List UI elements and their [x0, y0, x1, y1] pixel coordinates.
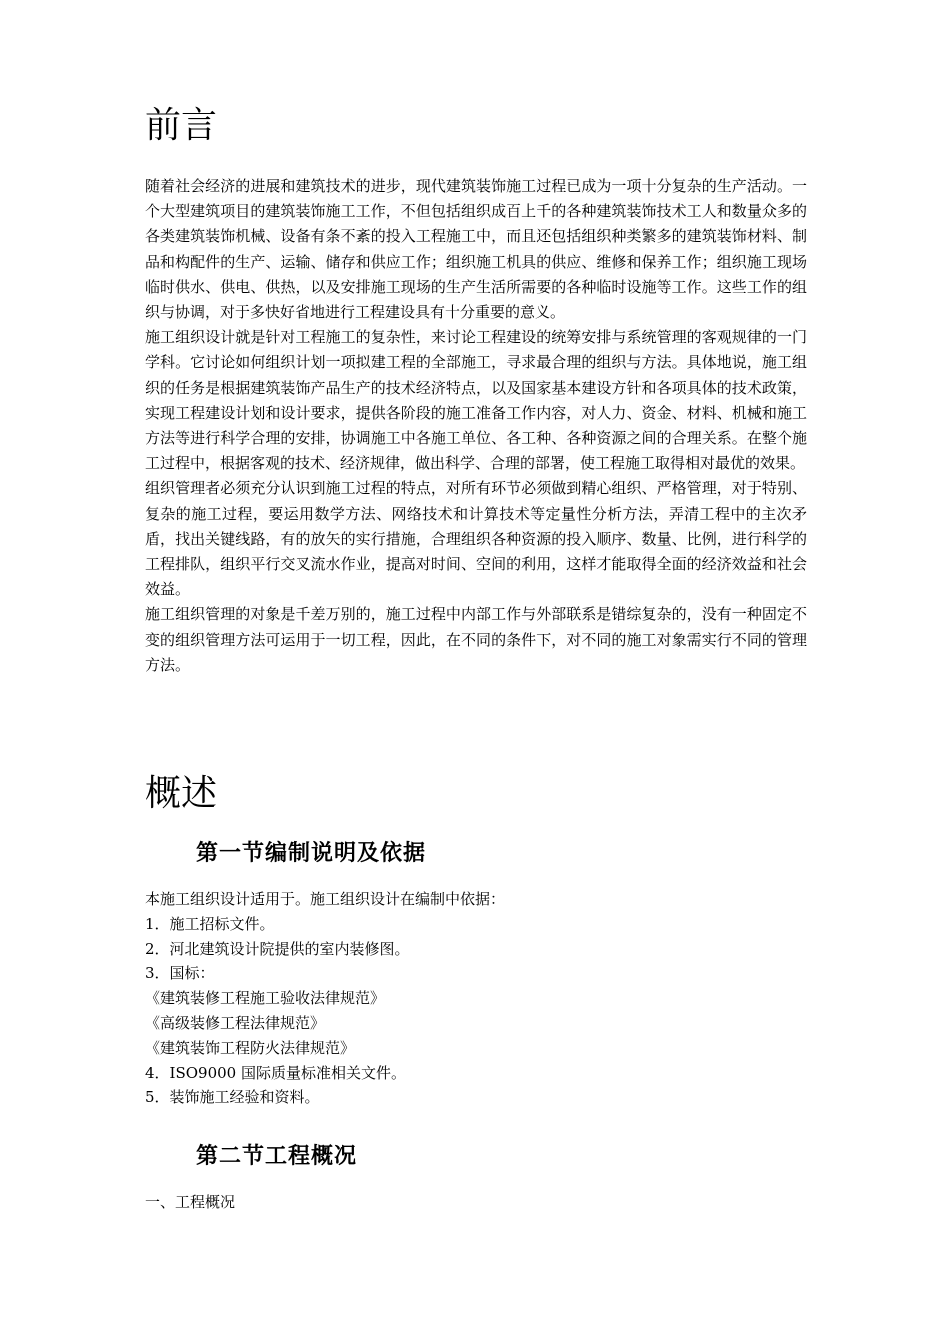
section1-line-7: 《建筑装饰工程防火法律规范》: [145, 1038, 356, 1057]
section2-heading: 第二节工程概况: [196, 1143, 358, 1169]
overview-heading: 概述: [145, 773, 218, 814]
preface-paragraph-3: 组织管理者必须充分认识到施工过程的特点，对所有环节必须做到精心组织、严格管理，对于特别、复杂的施工过程，要运用数学方法、网络技术和计算技术等定量性分析方法，弄清工程中的主次矛盾，找出关键线路，有的放矢的实行措施，合理组织各种资源的投入顺序、数量、比例，进行科学的工程排队，组织平行交叉流水作业，提高对时间、空间的利用，这样才能取得全面的经济效益和社会效益。: [145, 479, 807, 599]
section1-line-6: 《高级装修工程法律规范》: [145, 1013, 326, 1032]
section1-line-5: 《建筑装修工程施工验收法律规范》: [145, 989, 386, 1008]
section1-line-1: 本施工组织设计适用于。施工组织设计在编制中依据：: [145, 890, 506, 908]
section2-list: [145, 1190, 807, 1215]
section2-line-1: 一、工程概况: [145, 1193, 236, 1211]
preface-paragraph-2: 施工组织设计就是针对工程施工的复杂性，来讨论工程建设的统筹安排与系统管理的客观规律的一门学科。它讨论如何组织计划一项拟建工程的全部施工，寻求最合理的组织与方法。具体地说，施工组织的任务是根据建筑装饰产品生产的技术经济特点，以及国家基本建设方针和各项具体的技术政策，实现工程建设计划和设计要求，提供各阶段的施工准备工作内容，对人力、资金、材料、机械和施工方法等进行科学合理的安排，协调施工中各施工单位、各工种、各种资源之间的合理关系。在整个施工过程中，根据客观的技术、经济规律，做出科学、合理的部署，使工程施工取得相对最优的效果。: [145, 328, 807, 473]
section1-line-3: 2．河北建筑设计院提供的室内装修图。: [145, 939, 410, 958]
preface-body: [145, 174, 807, 678]
section1-line-4: 3．国标：: [145, 964, 215, 983]
section1-line-8: 4．ISO9000 国际质量标准相关文件。: [145, 1063, 406, 1082]
section1-list: [145, 887, 807, 1110]
preface-paragraph-1: 随着社会经济的进展和建筑技术的进步，现代建筑装饰施工过程已成为一项十分复杂的生产活动。一个大型建筑项目的建筑装饰施工工作，不但包括组织成百上千的各种建筑装饰技术工人和数量众多的各类建筑装饰机械、设备有条不紊的投入工程施工中，而且还包括组织种类繁多的建筑装饰材料、制品和构配件的生产、运输、储存和供应工作；组织施工机具的供应、维修和保养工作；组织施工现场临时供水、供电、供热，以及安排施工现场的生产生活所需要的各种临时设施等工作。这些工作的组织与协调，对于多快好省地进行工程建设具有十分重要的意义。: [145, 177, 807, 322]
section1-heading: 第一节编制说明及依据: [196, 840, 427, 866]
preface-heading: 前言: [145, 105, 218, 146]
preface-paragraph-4: 施工组织管理的对象是千差万别的，施工过程中内部工作与外部联系是错综复杂的，没有一种固定不变的组织管理方法可运用于一切工程，因此，在不同的条件下，对不同的施工对象需实行不同的管理方法。: [145, 605, 807, 674]
section1-line-9: 5．装饰施工经验和资料。: [145, 1088, 320, 1107]
section1-line-2: 1．施工招标文件。: [145, 914, 275, 933]
